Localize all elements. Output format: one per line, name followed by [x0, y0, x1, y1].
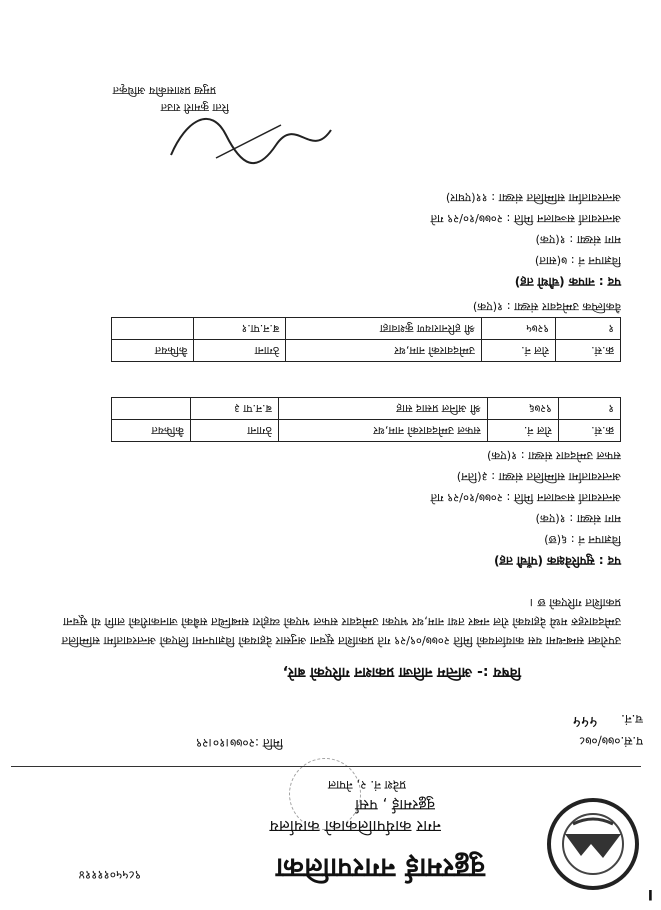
- post-section-2: [431, 190, 622, 314]
- table-row: [112, 318, 621, 340]
- result-table-1: [111, 397, 621, 442]
- interview-date: अन्तरवार्ता सञ्चालन मिति : २०७७/१०/२९ गते: [430, 491, 621, 505]
- table-cell: ब.न.पा.१: [194, 318, 286, 340]
- result-count: सफल उम्मेदवार संख्या : १(एक): [486, 449, 621, 463]
- post-title: पद : नापक (चौथो तह): [514, 275, 621, 289]
- attendee-count: अन्तरवार्तामा सम्मिलित संख्या : ३(तिन): [456, 470, 621, 484]
- interview-date: अन्तरवार्ता सञ्चालन मिति : २०७७/१०/२९ गते: [430, 212, 621, 226]
- result-count: वैकल्पिक उम्मेदवार संख्या : १(एक): [472, 300, 621, 314]
- attendee-count: अन्तरवार्तामा सम्मिलित संख्या : ११(एघार): [445, 191, 621, 205]
- table-cell: ब.न.पा ३: [190, 398, 278, 420]
- table-header-cell: उम्मेदवारको नाम,थर: [286, 340, 482, 362]
- table-cell: १: [558, 398, 620, 420]
- signatory-name: रिता कुमारी राउत: [160, 101, 229, 114]
- table-cell: ९२७५: [481, 318, 555, 340]
- demand-count: माग संख्या : १(एक): [535, 233, 621, 247]
- table-header-cell: कैफियत: [112, 340, 194, 362]
- table-header-row: [112, 340, 621, 362]
- office-name: नगर कार्यपालिकाको कार्यालय: [269, 817, 441, 836]
- letter-date: मिति :२०७७।१०।२९: [195, 736, 283, 750]
- subject-line: विषय :- अन्तिम नतिजा प्रकाशन गरिएको बारे,: [282, 664, 521, 680]
- table-header-cell: रोल नं.: [481, 340, 555, 362]
- table-header-cell: सफल उम्मेदवारको नाम,थर: [278, 420, 487, 442]
- table-cell: [112, 318, 194, 340]
- scan-mark: I: [647, 886, 653, 902]
- signatory-title: प्रमुख प्रशासकीय अधिकृत: [112, 84, 216, 97]
- table-header-cell: रोल नं.: [487, 420, 558, 442]
- table-cell: [112, 398, 191, 420]
- notice-body: उपरोक्त सम्बन्धमा यस कार्यालयको मिति २०७७/०९/२९ गते प्रकाशित सूचना अनुसार देहायको विज्ञापनमा लिएको अन्तरवार्तामा सम्मिलित उम्मेदवारहरु मध्ये देहायको रोल नम्बर तथा नाम,थर भएका उम्मेदवार सफल भएको व्यहोरा सम्बन्धित सबैको जानकारीको लागि यो सूचना प्रकाशित गरिएको छ ।: [61, 596, 621, 648]
- header-divider: [11, 766, 641, 767]
- table-cell: श्री हरिनारायण कुशवाहा: [286, 318, 482, 340]
- post-section-1: [431, 448, 622, 570]
- table-header-cell: ठेगाना: [194, 340, 286, 362]
- table-header-row: [112, 420, 621, 442]
- advertisement-number: विज्ञापन नं : ७(सात): [534, 254, 621, 268]
- table-header-cell: क्र.सं.: [556, 340, 621, 362]
- post-title: पद : सुपरिवेक्षक (पाँचौ तह): [494, 554, 621, 568]
- table-cell: १: [556, 318, 621, 340]
- province-line: प्रदेश नं. २, नेपाल: [327, 778, 406, 792]
- municipality-title: वुढ्ढरमाई नगरपालिका: [275, 852, 485, 883]
- demand-count: माग संख्या : १(एक): [535, 512, 621, 526]
- result-table-2: [111, 317, 621, 362]
- office-stamp: [289, 758, 361, 830]
- table-header-cell: क्र.सं.: [558, 420, 620, 442]
- table-cell: ९२७६: [487, 398, 558, 420]
- advertisement-number: विज्ञापन नं : ६(छ): [544, 533, 621, 547]
- table-header-cell: ठेगाना: [190, 420, 278, 442]
- signature-icon: [166, 110, 336, 170]
- table-header-cell: कैफियत: [112, 420, 191, 442]
- municipality-emblem-icon: [543, 794, 643, 894]
- dispatch-number-handwritten: ५५५: [574, 713, 599, 732]
- reference-number: प.सं.०७७/०७८: [578, 734, 643, 748]
- office-address: वुढ्ढरमाई , पर्सा: [355, 796, 435, 814]
- phone-number: ९८५५०११११४: [78, 868, 141, 882]
- table-row: [112, 398, 621, 420]
- table-cell: श्री अनिल प्रसाद साह: [278, 398, 487, 420]
- dispatch-number-label: च.नं.: [621, 712, 643, 726]
